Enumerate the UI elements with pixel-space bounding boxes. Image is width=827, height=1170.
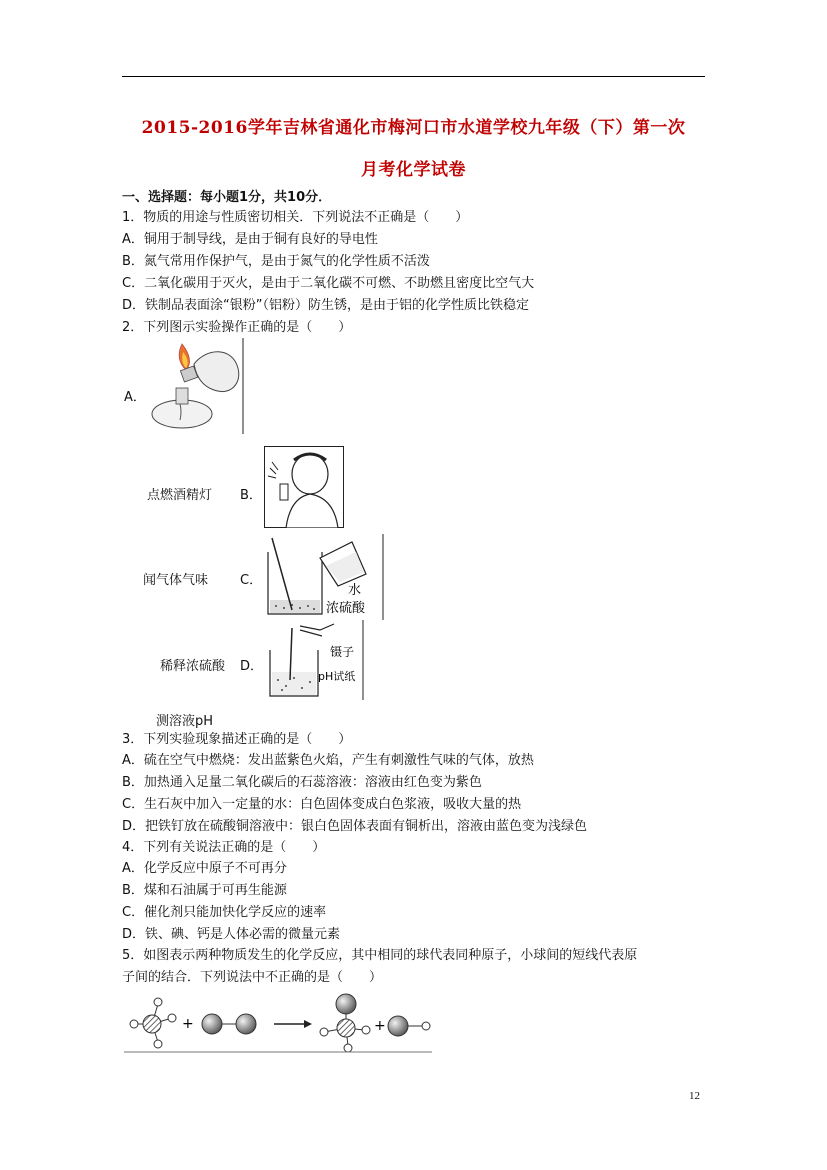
q4-option-d: D．铁、碘、钙是人体必需的微量元素 <box>122 927 341 942</box>
q3-option-b: B．加热通入足量二氧化碳后的石蕊溶液：溶液由红色变为紫色 <box>122 775 482 790</box>
plus-sign-1: + <box>182 1016 194 1032</box>
molecule-reaction-figure <box>124 990 434 1054</box>
q2-option-c-caption: 稀释浓硫酸 <box>160 659 226 674</box>
reactant-molecule-1 <box>130 998 176 1048</box>
dilute-acid-figure <box>262 534 384 620</box>
plus-sign-2: + <box>374 1018 386 1034</box>
q1-option-c: C．二氧化碳用于灭火，是由于二氧化碳不可燃、不助燃且密度比空气大 <box>122 276 535 291</box>
product-molecule-2 <box>388 1016 430 1036</box>
q4-stem: 4．下列有关说法正确的是（ ） <box>122 840 326 855</box>
exam-title-line1: 2015-2016学年吉林省通化市梅河口市水道学校九年级（下）第一次 <box>141 118 686 138</box>
q3-option-c: C．生石灰中加入一定量的水：白色固体变成白色浆液，吸收大量的热 <box>122 797 522 812</box>
alcohol-lamp-figure <box>146 338 244 434</box>
q2-option-c-label: C． <box>240 573 263 588</box>
tweezers-label: 镊子 <box>330 645 355 659</box>
page-number: 12 <box>689 1090 700 1102</box>
q1-option-b: B．氮气常用作保护气，是由于氮气的化学性质不活泼 <box>122 254 430 269</box>
product-molecule-1 <box>320 994 370 1052</box>
q5-stem-line1: 5．如图表示两种物质发生的化学反应，其中相同的球代表同种原子，小球间的短线代表原 <box>122 948 638 963</box>
q2-option-a-label: A． <box>124 390 146 405</box>
q2-option-b-caption: 闻气体气味 <box>143 573 209 588</box>
smelling-gas-figure <box>264 446 344 528</box>
reaction-arrow <box>274 1020 312 1028</box>
q4-option-c: C．催化剂只能加快化学反应的速率 <box>122 905 327 920</box>
q3-option-d: D．把铁钉放在硫酸铜溶液中：银白色固体表面有铜析出，溶液由蓝色变为浅绿色 <box>122 819 588 834</box>
q4-option-a: A．化学反应中原子不可再分 <box>122 861 287 876</box>
reactant-molecule-2 <box>202 1014 256 1034</box>
section-heading: 一、选择题：每小题1分，共10分． <box>122 190 332 205</box>
q2-option-b-label: B． <box>240 488 262 503</box>
q2-stem: 2．下列图示实验操作正确的是（ ） <box>122 320 352 335</box>
ph-test-figure <box>264 620 364 700</box>
conc-acid-label: 浓硫酸 <box>326 601 366 616</box>
water-label: 水 <box>348 583 362 598</box>
q2-option-d-label: D． <box>240 659 264 674</box>
exam-title-line2: 月考化学试卷 <box>361 160 466 180</box>
header-rule <box>122 76 705 77</box>
q1-stem: 1．物质的用途与性质密切相关．下列说法不正确是（ ） <box>122 210 469 225</box>
q5-stem-line2: 子间的结合．下列说法中不正确的是（ ） <box>122 970 383 985</box>
q3-stem: 3．下列实验现象描述正确的是（ ） <box>122 732 352 747</box>
ph-paper-label: pH试纸 <box>318 670 356 683</box>
q2-option-a-caption: 点燃酒精灯 <box>147 488 213 503</box>
q1-option-d: D．铁制品表面涂“银粉”（铝粉）防生锈，是由于铝的化学性质比铁稳定 <box>122 298 529 313</box>
q3-option-a: A．硫在空气中燃烧：发出蓝紫色火焰，产生有刺激性气味的气体，放热 <box>122 753 534 768</box>
q1-option-a: A．铜用于制导线，是由于铜有良好的导电性 <box>122 232 378 247</box>
q4-option-b: B．煤和石油属于可再生能源 <box>122 883 287 898</box>
q2-option-d-caption: 测溶液pH <box>156 714 214 729</box>
